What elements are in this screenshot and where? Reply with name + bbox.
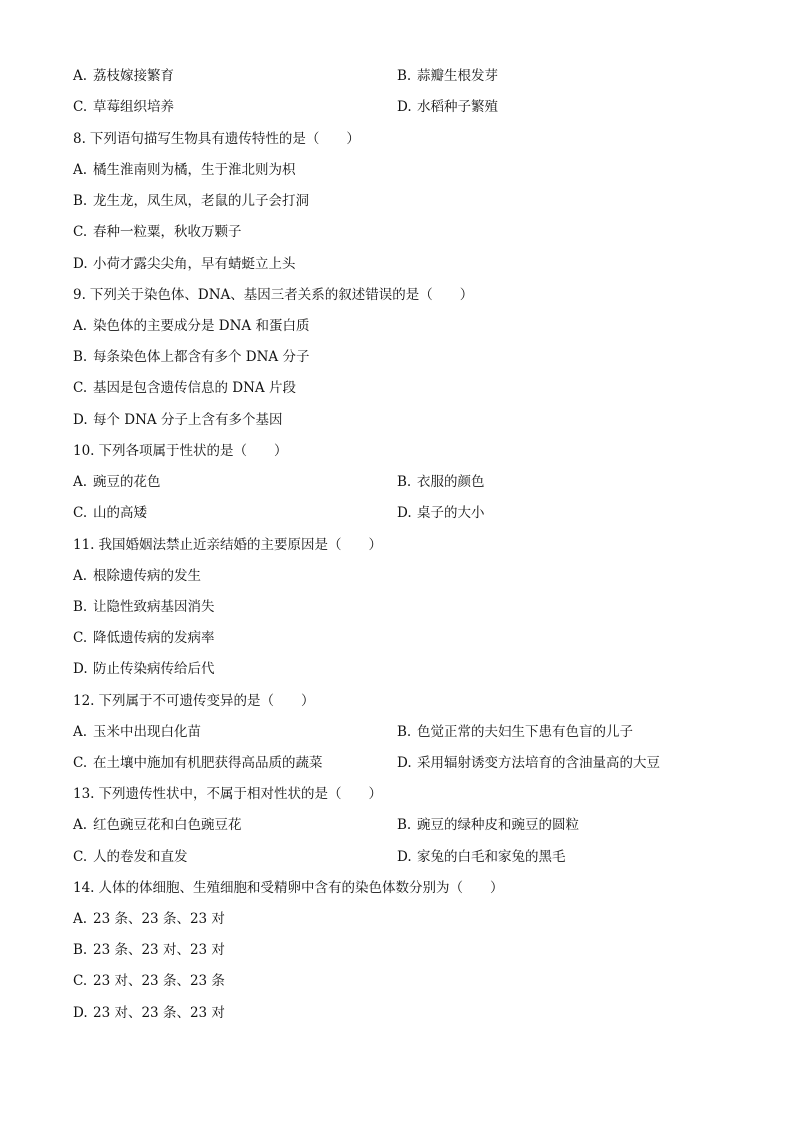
option-text: 小荷才露尖尖角，早有蜻蜓立上头: [93, 256, 296, 272]
option-text: 在土壤中施加有机肥获得高品质的蔬菜: [93, 755, 323, 771]
question-text: 下列各项属于性状的是（ ）: [98, 443, 288, 459]
option-text: 山的高矮: [93, 505, 147, 521]
question-stem: [73, 536, 382, 554]
question-number: 8.: [73, 131, 86, 147]
option-text: 荔枝嫁接繁育: [93, 68, 174, 84]
option-text: 基因是包含遗传信息的 DNA 片段: [93, 380, 296, 396]
option-row: [397, 754, 660, 772]
option-text: 色觉正常的夫妇生下患有色盲的儿子: [417, 724, 633, 740]
question-stem: [73, 785, 382, 803]
option-letter: A.: [73, 474, 88, 490]
option-text: 让隐性致病基因消失: [93, 599, 215, 615]
option-row: [73, 348, 309, 366]
option-text: 豌豆的花色: [93, 474, 161, 490]
option-text: 每个 DNA 分子上含有多个基因: [93, 412, 283, 428]
option-row: [397, 723, 633, 741]
option-row: [73, 941, 225, 959]
option-row: [73, 411, 282, 429]
option-row: [73, 754, 323, 772]
question-number: 9.: [73, 287, 86, 303]
question-stem: [73, 130, 360, 148]
option-row: [73, 504, 147, 522]
option-letter: D.: [397, 849, 412, 865]
option-row: [73, 660, 215, 678]
option-row: [73, 67, 174, 85]
option-text: 降低遗传病的发病率: [93, 630, 215, 646]
option-letter: D.: [73, 256, 88, 272]
option-letter: A.: [73, 724, 88, 740]
option-row: [397, 98, 498, 116]
option-letter: D.: [73, 661, 88, 677]
option-letter: A.: [73, 911, 88, 927]
option-row: [397, 504, 485, 522]
question-number: 13.: [73, 786, 95, 802]
option-letter: C.: [73, 380, 88, 396]
option-letter: B.: [397, 817, 412, 833]
option-row: [73, 223, 242, 241]
option-text: 橘生淮南则为橘，生于淮北则为枳: [93, 162, 296, 178]
option-row: [397, 816, 579, 834]
option-text: 草莓组织培养: [93, 99, 174, 115]
option-letter: A.: [73, 162, 88, 178]
option-letter: B.: [73, 193, 88, 209]
option-text: 衣服的颜色: [417, 474, 485, 490]
question-number: 14.: [73, 880, 95, 896]
option-row: [73, 598, 215, 616]
question-text: 下列关于染色体、DNA、基因三者关系的叙述错误的是（ ）: [89, 287, 474, 303]
option-text: 23 条、23 对、23 对: [93, 942, 225, 958]
option-text: 根除遗传病的发生: [93, 568, 201, 584]
option-letter: C.: [73, 755, 88, 771]
question-stem: [73, 692, 314, 710]
option-text: 人的卷发和直发: [93, 849, 188, 865]
option-row: [73, 816, 242, 834]
option-row: [397, 473, 485, 491]
question-text: 下列语句描写生物具有遗传特性的是（ ）: [89, 131, 360, 147]
option-row: [397, 848, 566, 866]
question-stem: [73, 442, 287, 460]
option-text: 防止传染病传给后代: [93, 661, 215, 677]
option-text: 染色体的主要成分是 DNA 和蛋白质: [93, 318, 310, 334]
option-letter: B.: [73, 942, 88, 958]
option-text: 家兔的白毛和家兔的黑毛: [417, 849, 566, 865]
option-row: [73, 1004, 225, 1022]
option-letter: C.: [73, 973, 88, 989]
option-row: [73, 848, 188, 866]
option-row: [73, 255, 296, 273]
option-letter: B.: [397, 724, 412, 740]
question-number: 11.: [73, 537, 95, 553]
option-row: [73, 473, 161, 491]
option-letter: B.: [73, 599, 88, 615]
question-text: 下列属于不可遗传变异的是（ ）: [98, 693, 315, 709]
option-letter: A.: [73, 68, 88, 84]
option-row: [73, 567, 201, 585]
option-text: 蒜瓣生根发芽: [417, 68, 498, 84]
question-number: 10.: [73, 443, 95, 459]
option-row: [73, 317, 309, 335]
option-text: 采用辐射诱变方法培育的含油量高的大豆: [417, 755, 660, 771]
option-text: 水稻种子繁殖: [417, 99, 498, 115]
option-letter: D.: [397, 505, 412, 521]
option-row: [397, 67, 498, 85]
option-letter: A.: [73, 817, 88, 833]
option-text: 玉米中出现白化苗: [93, 724, 201, 740]
option-row: [73, 972, 225, 990]
option-letter: C.: [73, 849, 88, 865]
question-text: 人体的体细胞、生殖细胞和受精卵中含有的染色体数分别为（ ）: [98, 880, 504, 896]
option-letter: D.: [73, 412, 88, 428]
option-row: [73, 161, 296, 179]
option-letter: B.: [397, 474, 412, 490]
option-text: 豌豆的绿种皮和豌豆的圆粒: [417, 817, 579, 833]
question-text: 下列遗传性状中，不属于相对性状的是（ ）: [98, 786, 382, 802]
option-text: 23 条、23 条、23 对: [93, 911, 225, 927]
option-text: 桌子的大小: [417, 505, 485, 521]
option-text: 23 对、23 条、23 对: [93, 1005, 225, 1021]
question-number: 12.: [73, 693, 95, 709]
option-text: 红色豌豆花和白色豌豆花: [93, 817, 242, 833]
option-letter: A.: [73, 318, 88, 334]
option-row: [73, 723, 201, 741]
option-letter: C.: [73, 630, 88, 646]
option-letter: C.: [73, 505, 88, 521]
option-letter: C.: [73, 99, 88, 115]
option-row: [73, 910, 225, 928]
option-letter: D.: [73, 1005, 88, 1021]
option-text: 龙生龙，凤生凤，老鼠的儿子会打洞: [93, 193, 309, 209]
option-letter: C.: [73, 224, 88, 240]
option-letter: D.: [397, 755, 412, 771]
option-letter: B.: [73, 349, 88, 365]
question-text: 我国婚姻法禁止近亲结婚的主要原因是（ ）: [98, 537, 382, 553]
option-row: [73, 192, 309, 210]
option-text: 每条染色体上都含有多个 DNA 分子: [93, 349, 310, 365]
option-row: [73, 98, 174, 116]
option-row: [73, 379, 296, 397]
option-text: 春种一粒粟，秋收万颗子: [93, 224, 242, 240]
question-stem: [73, 879, 503, 897]
option-row: [73, 629, 215, 647]
option-text: 23 对、23 条、23 条: [93, 973, 225, 989]
option-letter: D.: [397, 99, 412, 115]
option-letter: B.: [397, 68, 412, 84]
option-letter: A.: [73, 568, 88, 584]
question-stem: [73, 286, 473, 304]
